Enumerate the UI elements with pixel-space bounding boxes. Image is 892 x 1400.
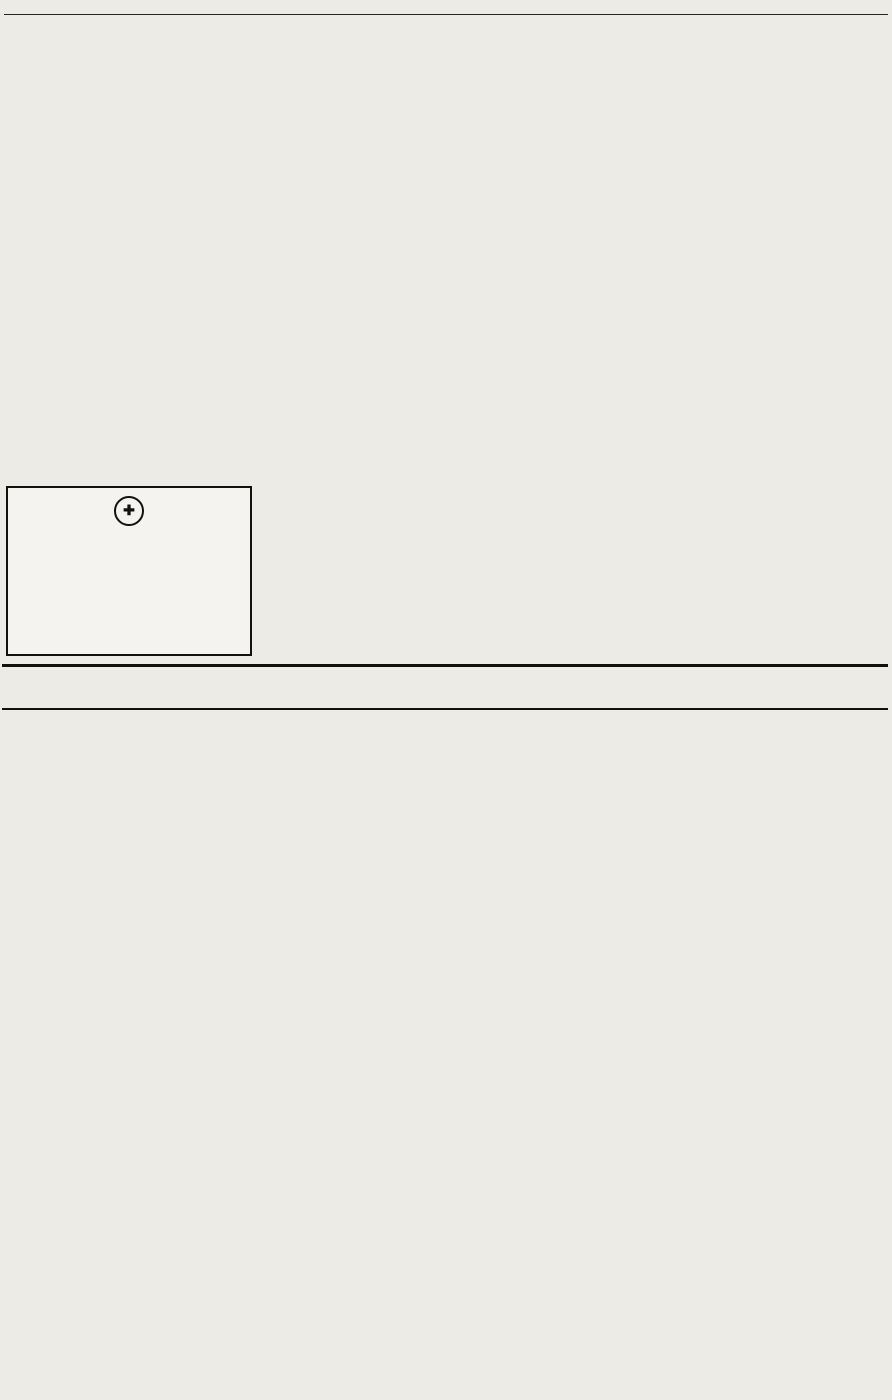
- service-guide-grid: [2, 712, 888, 1396]
- brighton-hospital-ad: [6, 486, 252, 656]
- page-header: [4, 3, 888, 15]
- hospital-logo-icon: ✚: [114, 496, 144, 526]
- home-service-banner: [2, 664, 888, 710]
- newspaper-page: [2, 16, 888, 1396]
